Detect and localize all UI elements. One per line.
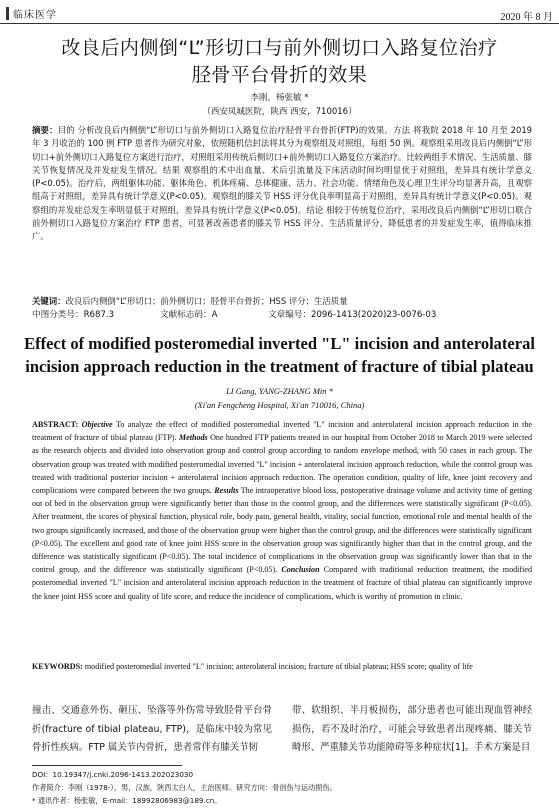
footnote-divider (32, 765, 182, 766)
title-cn-line2: 胫骨平台骨折的效果 (191, 64, 368, 86)
abstract-cn (32, 124, 532, 244)
section-marker-bar (6, 7, 9, 20)
methods-label: Methods (178, 433, 208, 443)
abstract-en-label: ABSTRACT: (32, 420, 79, 429)
results-label: Results (214, 486, 239, 496)
footnote-author-bio: 作者简介：李刚（1978-），男，汉族，陕西太白人，主治医师。研究方向：骨创伤与运动损伤。 (32, 783, 337, 792)
keywords-en-text: modified posteromedial inverted "L" incision; anterolateral incision; fracture of tibial plateau; HSS score; quality of life (84, 662, 473, 671)
article-number: 文章编号：2096-1413(2020)23-0076-03 (268, 310, 437, 320)
keywords-en-label: KEYWORDS: (32, 662, 83, 671)
title-cn-line1: 改良后内侧倒“L”形切口与前外侧切口入路复位治疗 (61, 37, 498, 59)
keywords-cn-text: 改良后内侧倒“L”形切口；前外侧切口；胫骨平台骨折；HSS 评分；生活质量 (65, 296, 348, 306)
abstract-cn-label: 摘要： (32, 125, 58, 135)
keywords-cn (32, 295, 532, 308)
abstract-cn-text: 目的 分析改良后内侧倒“L”形切口与前外侧切口入路复位治疗胫骨平台骨折(FTP)的效果。方法 将我院 2018 年 10 月至 2019 年 3 月收治的 100 例 FTP 患者作为研究对象，依照随机信封法将其分为观察组及对照组，每组 50 例。观察组采用改良后内侧倒“L”形切口+前外侧切口入路复位方案进行治疗，对照组采用传统后侧切口+前外侧切口入路复位方案治疗。比较两组手术情况、生活质量、膝关节恢复情况及并发症发生情况。结果 观察组的术中出血量、术后引流量及下床活动时间均明显优于对照组，差异具有统计学意义(P<0.05)。治疗后，两组躯体功能、躯体角色、机体疼痛、总体健康、活力、社会功能、情绪角色及心理卫生评分均显著升高，且观察组高于对照组，差异具有统计学意义(P<0.05)。观察组的膝关节 HSS 评分优良率明显高于对照组，差异具有统计学意义(P<0.05)。观察组的并发症总发生率明显低于对照组，差异具有统计学意义(P<0.05)。结论 相较于传统复位治疗，采用改良后内侧倒“L”形切口联合前外侧切口入路复位方案治疗 FTP 患者，可显著改善患者的膝关节 HSS 评分、生活质量评分，降低患者的并发症发生率，值得临床推广。 (32, 125, 532, 242)
footnote-corresponding: * 通讯作者：杨张敏，E-mail：18992806983@189.cn。 (32, 796, 222, 805)
authors-cn: 李刚，杨张敏 * (250, 93, 309, 103)
footnote-doi: DOI：10.19347/j.cnki.2096-1413.202023030 (32, 770, 194, 779)
section-label: 临床医学 (13, 10, 57, 21)
objective-label: Objective (81, 420, 113, 429)
title-en-line1: Effect of modified posteromedial inverted "L" incision and anterolateral (24, 334, 535, 353)
journal-section-header (6, 6, 57, 21)
body-column-left: 撞击、交通意外伤、砸压、坠落等外伤常导致胫骨平台骨折(fracture of tibial plateau, FTP)，是临床中较为常见骨折性疾病。FTP 属关节内骨折，患者常伴有膝关节韧 (32, 705, 272, 753)
header-divider (0, 23, 559, 24)
objective-text: To analyze the effect of modified posteromedial inverted "L" incision and anterolateral incision approach reduction in the treatment of fracture of tibial plateau (FTP). (32, 420, 532, 443)
issue-date: 2020 年 8 月 (500, 12, 553, 23)
clc-number: 中图分类号：R687.3 (32, 310, 115, 320)
methods-text: One hundred FTP patients treated in our hospital from October 2018 to March 2019 were selected as the research objects and divided into observation group and control group according to random envelope method, with 50 cases in each group. The observation group was treated with modified posteromedial inverted "L" incision + anterolateral incision approach reduction, while the control group was treated with traditional posterior incision + anterolateral incision approach reduction. The operation condition, quality of life, knee joint recovery and complications were compared between the two groups. (32, 433, 533, 496)
abstract-en (32, 418, 532, 603)
keywords-cn-label: 关键词： (32, 296, 66, 306)
authors-en: LI Gang, YANG-ZHANG Min * (226, 386, 333, 396)
affiliation-en: (Xi'an Fengcheng Hospital, Xi'an 710016, China) (194, 400, 365, 410)
results-text: The intraoperative blood loss, postoperative drainage volume and activity time of getting out of bed in the observation group were significantly better than those in the control group, and the differences were statistically significant (P<0.05). After treatment, the scores of physical function, physical role, body pain, general health, vitality, social function, emotional role and mental health of the two groups significantly increased, and those of the observation group were higher than the control group, and the differences were statistically significant (P<0.05). The excellent and good rate of knee joint HSS score in the observation group was significantly higher than that in the control group, and the difference was statistically significant (P<0.05). The total incidence of complications in the observation group was significantly lower than that in the control group, and the difference was statistically significant (P<0.05). (32, 486, 532, 575)
conclusion-text: Compared with traditional reduction treatment, the modified posteromedial inverted "L" incision and anterolateral incision approach reduction in the treatment of fracture of tibial plateau can significantly improve the knee joint HSS score and quality of life score, and reduce the incidence of complications, which is worthy of promotion in clinic. (32, 565, 532, 601)
keywords-en (32, 660, 532, 673)
conclusion-label: Conclusion (281, 565, 320, 575)
affiliation-cn: （西安凤城医院，陕西 西安，710016） (202, 107, 357, 117)
body-column-right: 带、软组织、半月板损伤，部分患者也可能出现血管神经损伤，若不及时治疗，可能会导致患者出现疼痛、膝关节畸形、严重膝关节功能障碍等多种症状[1]。手术方案是目 (292, 705, 532, 753)
title-en-line2: incision approach reduction in the treatment of fracture of tibial plateau (25, 357, 534, 376)
document-code: 文献标志码：A (160, 310, 218, 320)
